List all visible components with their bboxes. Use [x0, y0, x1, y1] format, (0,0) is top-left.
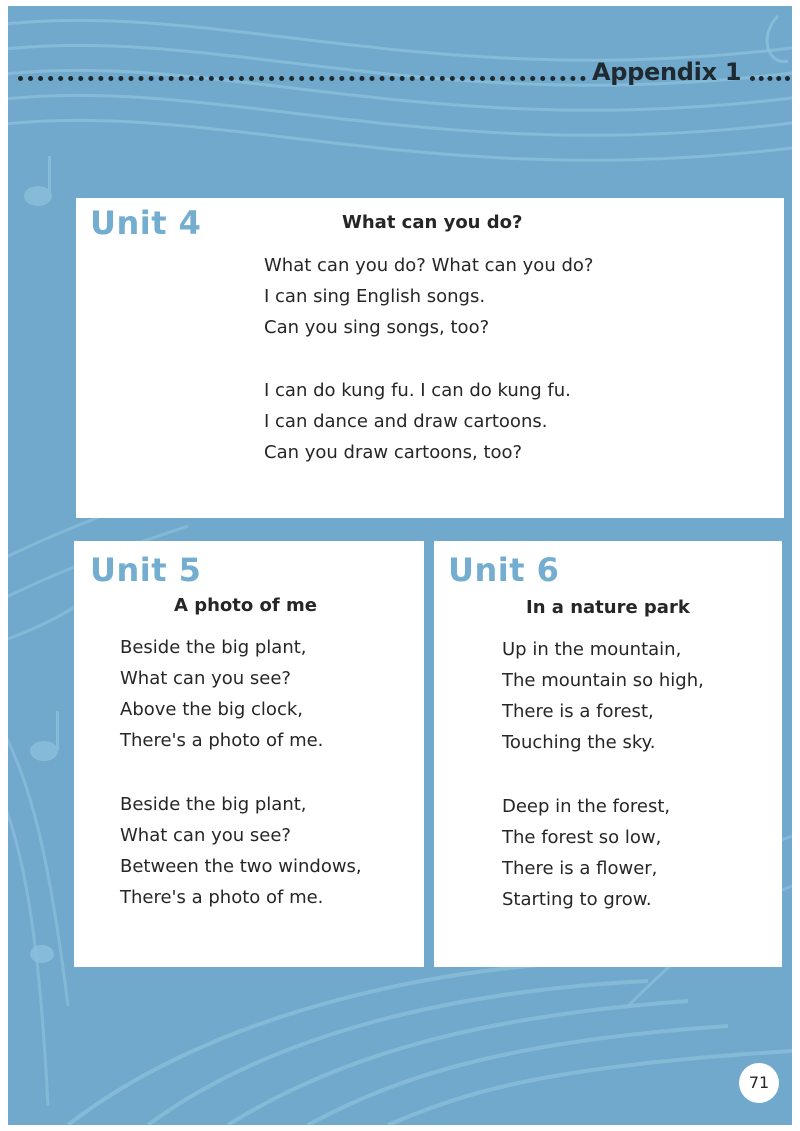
unit-4-song-title: What can you do? — [342, 212, 523, 233]
unit-6-song-title: In a nature park — [526, 597, 690, 618]
lyric-line: Up in the mountain, — [502, 639, 682, 660]
lyric-line: Touching the sky. — [502, 732, 656, 753]
unit-5-stanza-1 — [120, 632, 323, 756]
lyric-line: Can you draw cartoons, too? — [264, 442, 523, 463]
lyric-line: Between the two windows, — [120, 856, 362, 877]
unit-5-label: Unit 5 — [90, 551, 202, 589]
lyric-line: Beside the big plant, — [120, 637, 307, 658]
unit-4-label: Unit 4 — [90, 204, 202, 242]
unit-6-card — [434, 541, 782, 967]
lyric-line: I can sing English songs. — [264, 286, 486, 307]
lyric-line: The forest so low, — [502, 827, 662, 848]
lyric-line: There is a flower, — [502, 858, 658, 879]
lyric-line: Above the big clock, — [120, 699, 303, 720]
lyric-line: The mountain so high, — [502, 670, 704, 691]
lyric-line: Deep in the forest, — [502, 796, 671, 817]
unit-4-stanza-2 — [264, 375, 571, 468]
lyric-line: What can you see? — [120, 668, 291, 689]
unit-6-stanza-1 — [502, 634, 704, 758]
lyric-line: Starting to grow. — [502, 889, 652, 910]
unit-4-card — [76, 198, 784, 518]
header-dotted-rule — [18, 76, 586, 81]
lyric-line: There's a photo of me. — [120, 887, 324, 908]
lyric-line: There is a forest, — [502, 701, 654, 722]
lyric-line: What can you do? What can you do? — [264, 255, 594, 276]
lyric-line: There's a photo of me. — [120, 730, 324, 751]
unit-5-stanza-2 — [120, 789, 362, 913]
page-background — [8, 6, 792, 1125]
unit-5-song-title: A photo of me — [174, 595, 317, 616]
appendix-title: Appendix 1 — [592, 58, 742, 86]
lyric-line: Beside the big plant, — [120, 794, 307, 815]
lyric-line: Can you sing songs, too? — [264, 317, 490, 338]
unit-6-stanza-2 — [502, 791, 670, 915]
lyric-line: What can you see? — [120, 825, 291, 846]
header-dotted-rule-right — [750, 76, 790, 81]
page-number: 71 — [739, 1063, 779, 1103]
unit-6-label: Unit 6 — [448, 551, 560, 589]
unit-4-stanza-1 — [264, 250, 593, 343]
unit-5-card — [74, 541, 424, 967]
lyric-line: I can do kung fu. I can do kung fu. — [264, 380, 571, 401]
lyric-line: I can dance and draw cartoons. — [264, 411, 548, 432]
